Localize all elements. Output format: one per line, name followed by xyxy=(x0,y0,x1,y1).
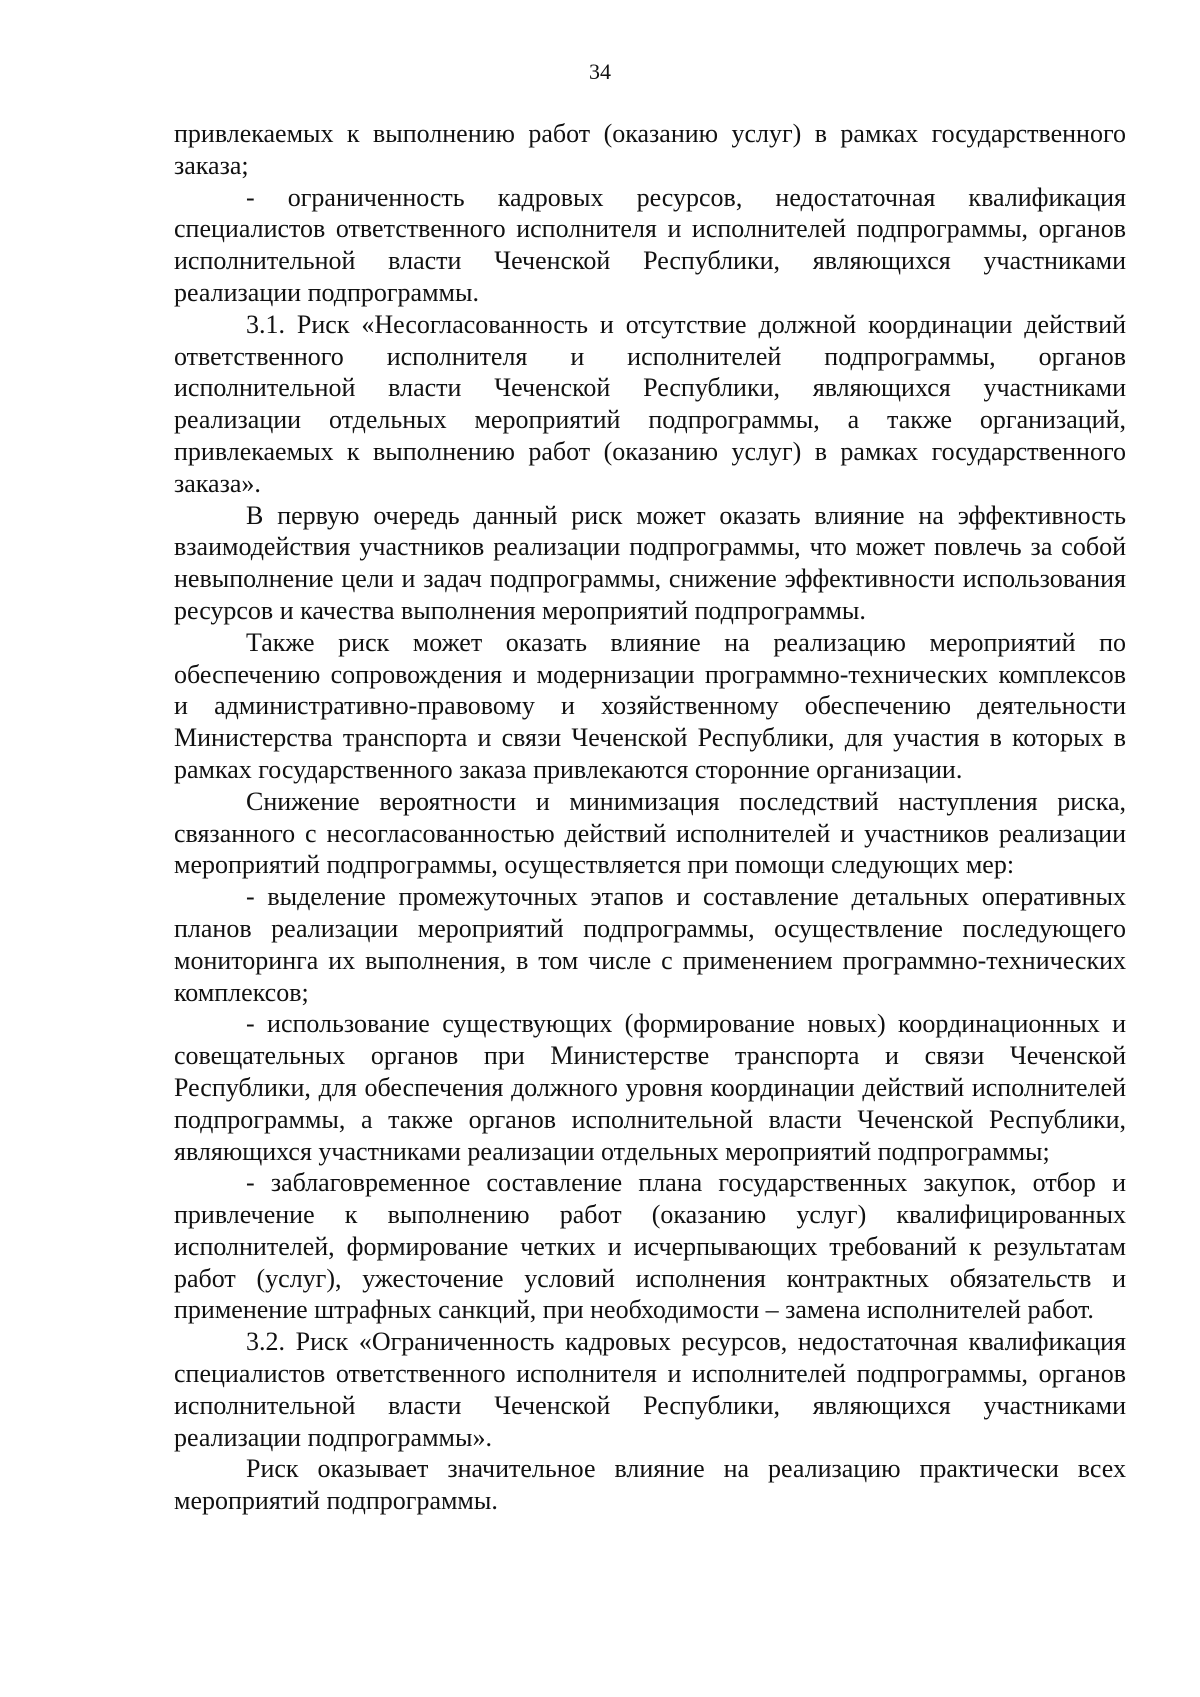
paragraph: - ограниченность кадровых ресурсов, недостаточная квалификация специалистов ответственного исполнителя и исполнителей подпрограммы, органов исполнительной власти Чеченской Республики, являющихся участниками реализации подпрограммы. xyxy=(174,182,1126,307)
paragraph: Также риск может оказать влияние на реализацию мероприятий по обеспечению сопровождения и модернизации программно-технических комплексов и административно-правовому и хозяйственному обеспечению деятельности Министерства транспорта и связи Чеченской Республики, для участия в которых в рамках государственного заказа привлекаются сторонние организации. xyxy=(174,627,1126,784)
paragraph: привлекаемых к выполнению работ (оказанию услуг) в рамках государственного заказа; xyxy=(174,119,1126,180)
list-item: - заблаговременное составление плана государственных закупок, отбор и привлечение к выполнению работ (оказанию услуг) квалифицированных исполнителей, формирование четких и исчерпывающих требований к результатам работ (услуг), ужесточение условий исполнения контрактных обязательств и применение штрафных санкций, при необходимости – замена исполнителей работ. xyxy=(174,1168,1126,1325)
paragraph: В первую очередь данный риск может оказать влияние на эффективность взаимодействия участников реализации подпрограммы, что может повлечь за собой невыполнение цели и задач подпрограммы, снижение эффективности использования ресурсов и качества выполнения мероприятий подпрограммы. xyxy=(174,500,1126,625)
document-body xyxy=(174,118,1126,1517)
paragraph: 3.2. Риск «Ограниченность кадровых ресурсов, недостаточная квалификация специалистов ответственного исполнителя и исполнителей подпрограммы, органов исполнительной власти Чеченской Республики, являющихся участниками реализации подпрограммы». xyxy=(174,1327,1126,1452)
paragraph: 3.1. Риск «Несогласованность и отсутствие должной координации действий ответственного исполнителя и исполнителей подпрограммы, органов исполнительной власти Чеченской Республики, являющихся участниками реализации отдельных мероприятий подпрограммы, а также организаций, привлекаемых к выполнению работ (оказанию услуг) в рамках государственного заказа». xyxy=(174,309,1126,498)
paragraph: Снижение вероятности и минимизация последствий наступления риска, связанного с несогласованностью действий исполнителей и участников реализации мероприятий подпрограммы, осуществляется при помощи следующих мер: xyxy=(174,786,1126,880)
list-item: - выделение промежуточных этапов и составление детальных оперативных планов реализации мероприятий подпрограммы, осуществление последующего мониторинга их выполнения, в том числе с применением программно-технических комплексов; xyxy=(174,882,1126,1007)
paragraph: Риск оказывает значительное влияние на реализацию практически всех мероприятий подпрограммы. xyxy=(174,1454,1126,1516)
page-number: 34 xyxy=(589,59,611,84)
list-item: - использование существующих (формирование новых) координационных и совещательных органов при Министерстве транспорта и связи Чеченской Республики, для обеспечения должного уровня координации действий исполнителей подпрограммы, а также органов исполнительной власти Чеченской Республики, являющихся участниками реализации отдельных мероприятий подпрограммы; xyxy=(174,1009,1126,1166)
